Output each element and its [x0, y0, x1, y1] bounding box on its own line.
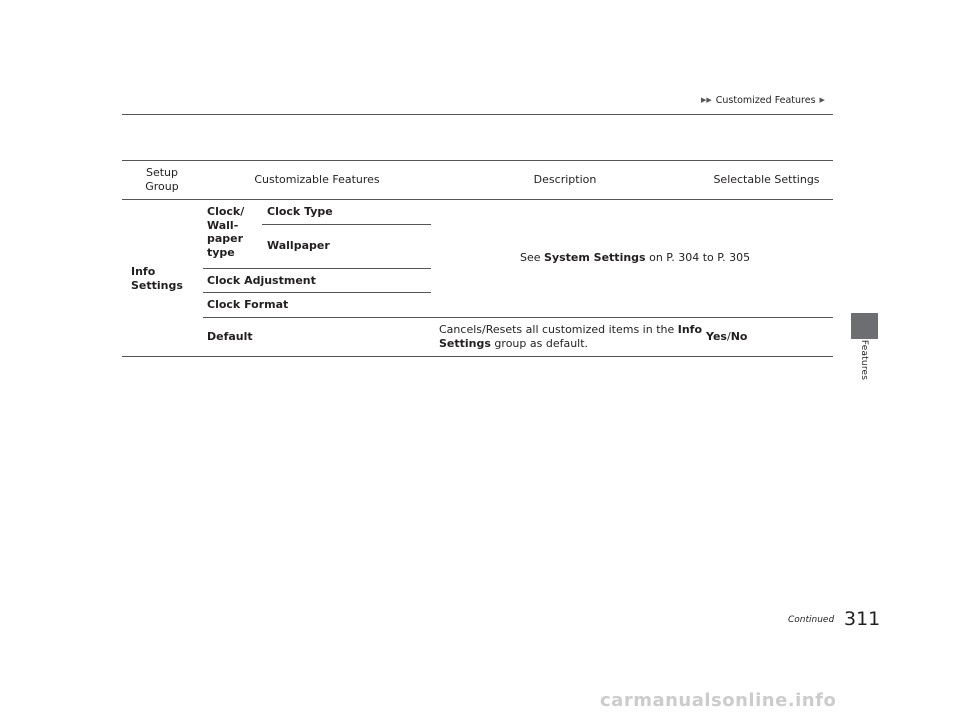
table-bottom-rule — [122, 356, 833, 357]
breadcrumb — [700, 93, 826, 107]
header-rule — [122, 114, 833, 115]
feature-wallpaper: Wallpaper — [267, 239, 330, 252]
see-system-settings-reference: See System Settings on P. 304 to P. 305 — [520, 251, 751, 264]
row-divider-wallpaper — [203, 268, 431, 269]
page-number: 311 — [844, 608, 881, 630]
row-divider-clock-type — [262, 224, 431, 225]
breadcrumb-title[interactable]: Customized Features — [715, 94, 816, 106]
feature-clock-type: Clock Type — [267, 205, 333, 218]
default-description: Cancels/Resets all customized items in the Info Settings group as default. — [439, 323, 703, 350]
header-customizable-features: Customizable Features — [254, 173, 380, 186]
row-divider-clock-adjustment — [203, 292, 431, 293]
continued-label: Continued — [788, 615, 835, 625]
watermark: carmanualsonline.info — [600, 690, 837, 711]
header-description: Description — [533, 173, 597, 186]
default-selectable-settings: Yes/No — [706, 330, 748, 343]
feature-default: Default — [207, 330, 253, 343]
breadcrumb-arrow-icon: ▶▶ — [701, 96, 712, 104]
row-divider-clock-format — [203, 317, 833, 318]
group-info-settings: Info Settings — [131, 265, 183, 292]
table-header-rule — [122, 199, 833, 200]
feature-clock-wallpaper-type: Clock/ Wall- paper type — [207, 205, 245, 259]
feature-clock-format: Clock Format — [207, 298, 289, 311]
feature-clock-adjustment: Clock Adjustment — [207, 274, 316, 287]
breadcrumb-end-arrow-icon: ▶ — [819, 96, 825, 104]
section-tab — [851, 313, 878, 339]
header-selectable-settings: Selectable Settings — [713, 173, 820, 186]
section-label: Features — [859, 339, 869, 381]
header-setup-group: Setup Group — [145, 166, 179, 193]
table-top-rule — [122, 160, 833, 161]
system-settings-link[interactable]: System Settings — [544, 251, 646, 264]
